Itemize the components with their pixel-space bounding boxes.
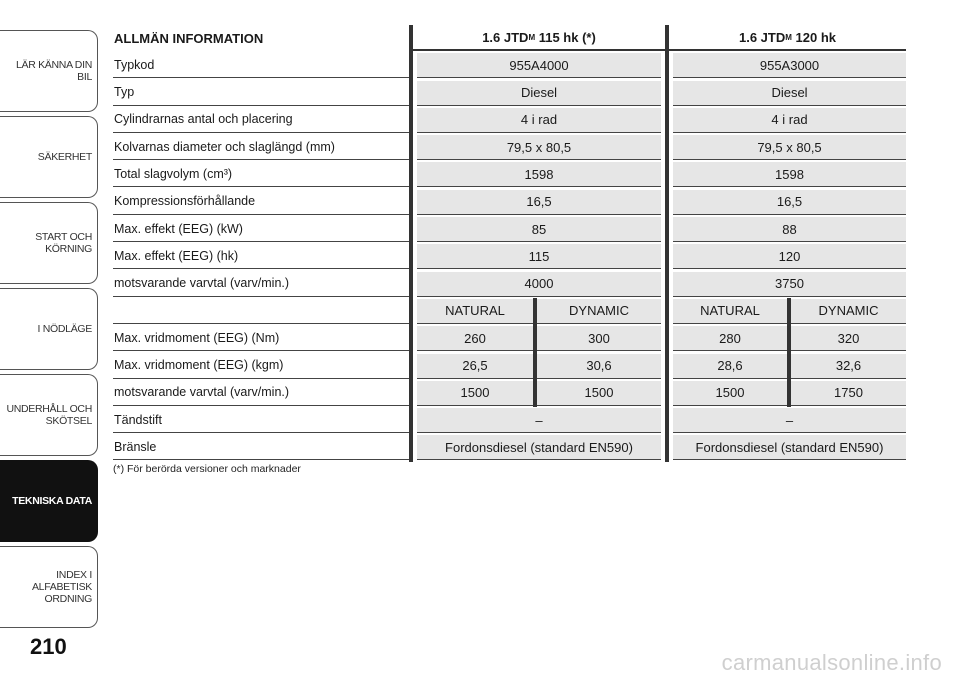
tab-label: START OCH KÖRNING: [35, 231, 92, 255]
column-divider: [409, 216, 413, 243]
tab-label: INDEX I ALFABETISK ORDNING: [31, 569, 92, 605]
value-115hk: 79,5 x 80,5: [417, 135, 661, 160]
row-label: [113, 298, 409, 324]
table-row: [113, 434, 906, 461]
engine-subscript: M: [785, 32, 792, 42]
column-divider: [409, 380, 413, 407]
table-row: [113, 353, 906, 380]
tab-label: SÄKERHET: [37, 151, 92, 163]
value-115hk: 1598: [417, 162, 661, 187]
column-divider: [665, 189, 669, 216]
column-divider: [409, 325, 413, 352]
tab-underhall-och-skotsel[interactable]: [0, 374, 98, 456]
column-divider: [665, 298, 669, 325]
tab-index-i-alfabetisk-ordning[interactable]: [0, 546, 98, 628]
mode-dynamic-2: DYNAMIC: [791, 299, 906, 324]
row-label: Max. effekt (EEG) (hk): [113, 243, 409, 269]
value-120hk: 16,5: [673, 190, 906, 215]
tab-label: I NÖDLÄGE: [37, 323, 92, 335]
value-natural-120hk: 1500: [673, 381, 787, 406]
page-number: 210: [30, 634, 67, 659]
engine-power: 115 hk (*): [535, 29, 596, 45]
value-115hk: 4000: [417, 272, 661, 297]
column-divider: [409, 353, 413, 380]
mode-natural-2: NATURAL: [673, 299, 787, 324]
column-divider: [409, 134, 413, 161]
row-label: Cylindrarnas antal och placering: [113, 107, 409, 133]
column-divider: [665, 353, 669, 380]
column-divider: [665, 407, 669, 434]
table-title: ALLMÄN INFORMATION: [114, 30, 264, 46]
row-label: Max. vridmoment (EEG) (kgm): [113, 353, 409, 379]
footnote: (*) För berörda versioner och marknader: [113, 463, 301, 475]
value-dynamic-115hk: 300: [537, 326, 661, 351]
tab-label: UNDERHÅLL OCH SKÖTSEL: [6, 403, 92, 427]
column-header-115hk: [413, 25, 665, 51]
tab-label: LÄR KÄNNA DIN BIL: [15, 59, 92, 83]
engine-power: 120 hk: [791, 29, 836, 45]
value-120hk: 120: [673, 244, 906, 269]
value-120hk: 79,5 x 80,5: [673, 135, 906, 160]
column-divider: [409, 161, 413, 188]
column-divider: [409, 407, 413, 434]
column-divider: [409, 80, 413, 107]
spec-table: [113, 25, 906, 462]
row-label: Kolvarnas diameter och slaglängd (mm): [113, 134, 409, 160]
table-row: [113, 161, 906, 188]
value-natural-120hk: 280: [673, 326, 787, 351]
table-row: [113, 134, 906, 161]
value-120hk: 1598: [673, 162, 906, 187]
value-120hk: Fordonsdiesel (standard EN590): [673, 435, 906, 460]
column-divider: [409, 271, 413, 298]
row-label: motsvarande varvtal (varv/min.): [113, 380, 409, 406]
table-row: [113, 325, 906, 352]
table-row: [113, 380, 906, 407]
value-120hk: 88: [673, 217, 906, 242]
row-label: Total slagvolym (cm³): [113, 161, 409, 187]
row-label: motsvarande varvtal (varv/min.): [113, 271, 409, 297]
value-115hk: 955A4000: [417, 53, 661, 78]
value-dynamic-115hk: 1500: [537, 381, 661, 406]
table-header: [113, 25, 906, 52]
column-divider: [409, 298, 413, 325]
row-label: Kompressionsförhållande: [113, 189, 409, 215]
value-natural-115hk: 260: [417, 326, 533, 351]
watermark: carmanualsonline.info: [721, 650, 942, 675]
column-divider: [665, 107, 669, 134]
engine-name: 1.6 JTD: [738, 29, 786, 45]
table-row: [113, 107, 906, 134]
value-dynamic-120hk: 1750: [791, 381, 906, 406]
column-divider: [409, 434, 413, 461]
value-115hk: 115: [417, 244, 661, 269]
value-dynamic-120hk: 32,6: [791, 354, 906, 379]
value-120hk: 4 i rad: [673, 108, 906, 133]
row-label: Typ: [113, 80, 409, 106]
mode-dynamic-1: DYNAMIC: [537, 299, 661, 324]
column-divider: [665, 380, 669, 407]
value-115hk: Diesel: [417, 81, 661, 106]
value-115hk: 4 i rad: [417, 108, 661, 133]
tab-sakerhet[interactable]: [0, 116, 98, 198]
table-row: [113, 407, 906, 434]
tab-tekniska-data[interactable]: [0, 460, 98, 542]
value-natural-115hk: 26,5: [417, 354, 533, 379]
drive-mode-header-row: [113, 298, 906, 325]
column-divider: [665, 161, 669, 188]
column-header-120hk: [669, 25, 906, 51]
column-divider: [409, 52, 413, 79]
tab-i-nodlage[interactable]: [0, 288, 98, 370]
row-label: Bränsle: [113, 434, 409, 460]
tab-label: TEKNISKA DATA: [12, 495, 92, 507]
row-label: Max. vridmoment (EEG) (Nm): [113, 325, 409, 351]
table-row: [113, 271, 906, 298]
mode-natural-1: NATURAL: [417, 299, 533, 324]
value-dynamic-115hk: 30,6: [537, 354, 661, 379]
table-row: [113, 80, 906, 107]
column-divider: [409, 189, 413, 216]
value-120hk: 955A3000: [673, 53, 906, 78]
value-natural-115hk: 1500: [417, 381, 533, 406]
column-divider: [665, 434, 669, 461]
value-115hk: 85: [417, 217, 661, 242]
column-divider: [665, 271, 669, 298]
column-divider: [409, 243, 413, 270]
value-120hk: –: [673, 408, 906, 433]
section-tabs: [0, 0, 100, 640]
value-115hk: 16,5: [417, 190, 661, 215]
engine-name: 1.6 JTD: [482, 29, 529, 45]
table-row: [113, 243, 906, 270]
column-divider: [665, 134, 669, 161]
value-115hk: Fordonsdiesel (standard EN590): [417, 435, 661, 460]
column-divider: [665, 80, 669, 107]
value-120hk: Diesel: [673, 81, 906, 106]
value-115hk: –: [417, 408, 661, 433]
table-row: [113, 189, 906, 216]
value-natural-120hk: 28,6: [673, 354, 787, 379]
column-divider: [409, 107, 413, 134]
column-divider: [665, 243, 669, 270]
tab-lar-kanna-din-bil[interactable]: [0, 30, 98, 112]
column-divider: [665, 52, 669, 79]
row-label: Max. effekt (EEG) (kW): [113, 216, 409, 242]
column-divider: [665, 325, 669, 352]
value-dynamic-120hk: 320: [791, 326, 906, 351]
row-label: Typkod: [113, 52, 409, 78]
value-120hk: 3750: [673, 272, 906, 297]
table-row: [113, 216, 906, 243]
engine-subscript: M: [528, 32, 536, 42]
table-row: [113, 52, 906, 79]
column-divider: [665, 216, 669, 243]
row-label: Tändstift: [113, 407, 409, 433]
tab-start-och-korning[interactable]: [0, 202, 98, 284]
